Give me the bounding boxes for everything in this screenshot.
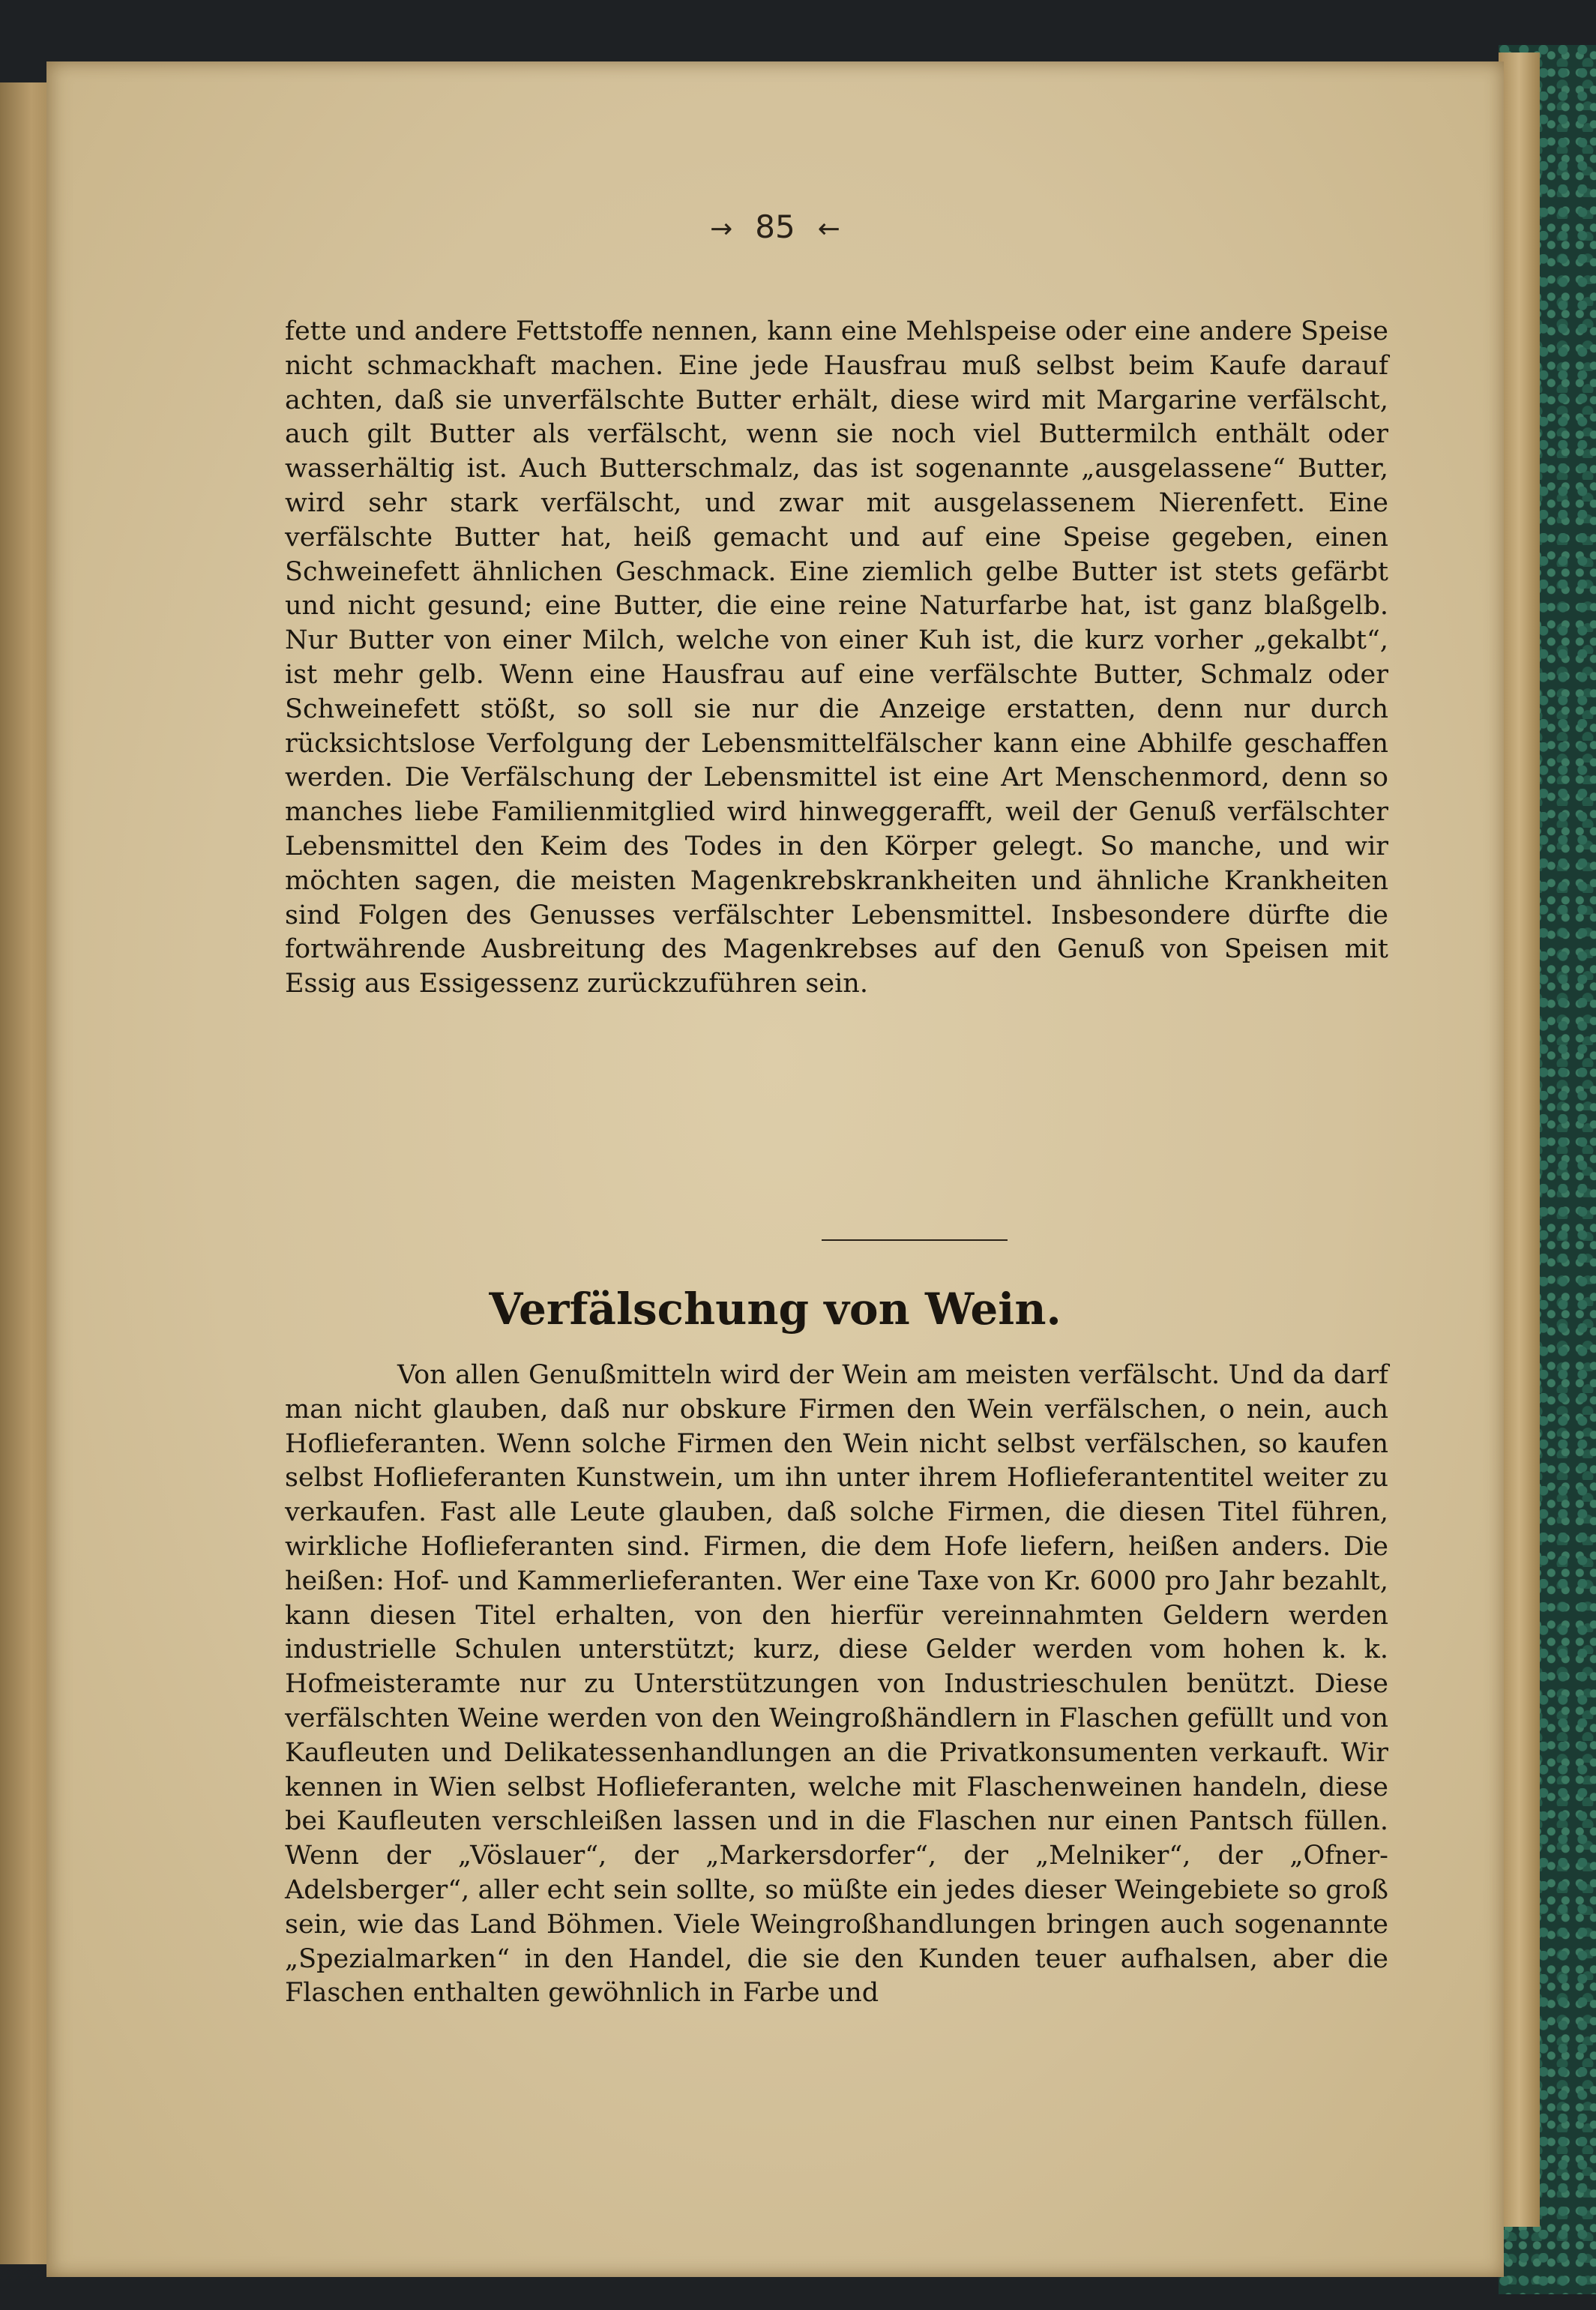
book-page [46, 61, 1504, 2277]
paragraph-1-text: fette und andere Fettstoffe nennen, kann eine Mehlspeise oder eine andere Speise nicht schmackhaft machen. Eine jede Hausfrau muß selbst beim Kaufe darauf achten, daß sie unverfälschte Butter erhält, diese wird mit Margarine verfälscht, auch gilt Butter als verfälscht, wenn sie noch viel Buttermilch enthält oder wasserhältig ist. Auch Butterschmalz, das ist sogenannte „ausgelassene“ Butter, wird sehr stark verfälscht, und zwar mit ausgelassenem Nierenfett. Eine verfälschte Butter hat, heiß gemacht und auf eine Speise gegeben, einen Schweinefett ähnlichen Geschmack. Eine ziemlich gelbe Butter ist stets gefärbt und nicht gesund; eine Butter, die eine reine Naturfarbe hat, ist ganz blaßgelb. Nur Butter von einer Milch, welche von einer Kuh ist, die kurz vorher „gekalbt“, ist mehr gelb. Wenn eine Hausfrau auf eine verfälschte Butter, Schmalz oder Schweinefett stößt, so soll sie nur die Anzeige erstatten, denn nur durch rücksichtslose Verfolgung der Lebensmittelfälscher kann eine Abhilfe geschaffen werden. Die Verfälschung der Lebensmittel ist eine Art Menschenmord, denn so manches liebe Familienmitglied wird hinweggerafft, weil der Genuß verfälschter Lebensmittel den Keim des Todes in den Körper gelegt. So manche, und wir möchten sagen, die meisten Magenkrebskrankheiten und ähnliche Krankheiten sind Folgen des Genusses verfälschter Lebensmittel. Insbesondere dürfte die fortwährende Ausbreitung des Magenkrebses auf den Genuß von Speisen mit Essig aus Essigessenz zurückzuführen sein. [285, 316, 1388, 999]
page-header [46, 208, 1504, 245]
section-divider [822, 1239, 1008, 1241]
page-number: 85 [755, 208, 795, 245]
page-stack-edge [1499, 52, 1540, 2227]
paragraph-2 [285, 1359, 1388, 2011]
section-title: Verfälschung von Wein. [489, 1284, 1062, 1335]
paragraph-1 [285, 315, 1388, 1002]
arrow-right-ornament-icon: → [710, 214, 733, 244]
adjacent-left-page [0, 82, 52, 2264]
arrow-left-ornament-icon: ← [817, 214, 840, 244]
paragraph-2-text: Von allen Genußmitteln wird der Wein am meisten verfälscht. Und da darf man nicht glauben, daß nur obskure Firmen den Wein verfälschen, o nein, auch Hoflieferanten. Wenn solche Firmen den Wein nicht selbst verfälschen, so kaufen selbst Hoflieferanten Kunstwein, um ihn unter ihrem Hoflieferantentitel weiter zu verkaufen. Fast alle Leute glauben, daß solche Firmen, die diesen Titel führen, wirkliche Hoflieferanten sind. Firmen, die dem Hofe liefern, heißen anders. Die heißen: Hof- und Kammerlieferanten. Wer eine Taxe von Kr. 6000 pro Jahr bezahlt, kann diesen Titel erhalten, von den hierfür vereinnahmten Geldern werden industrielle Schulen unterstützt; kurz, diese Gelder werden vom hohen k. k. Hofmeisteramte nur zu Unterstützungen von Industrieschulen benützt. Diese verfälschten Weine werden von den Weingroßhändlern in Flaschen gefüllt und von Kaufleuten und Delikatessenhandlungen an die Privatkonsumenten verkauft. Wir kennen in Wien selbst Hoflieferanten, welche mit Flaschenweinen handeln, diese bei Kaufleuten verschleißen lassen und in die Flaschen nur einen Pantsch füllen. Wenn der „Vöslauer“, der „Markersdorfer“, der „Melniker“, der „Ofner-Adelsberger“, aller echt sein sollte, so müßte ein jedes dieser Weingebiete so groß sein, wie das Land Böhmen. Viele Weingroßhandlungen bringen auch sogenannte „Spezialmarken“ in den Handel, die sie den Kunden teuer aufhalsen, aber die Flaschen enthalten gewöhnlich in Farbe und [285, 1360, 1388, 2009]
